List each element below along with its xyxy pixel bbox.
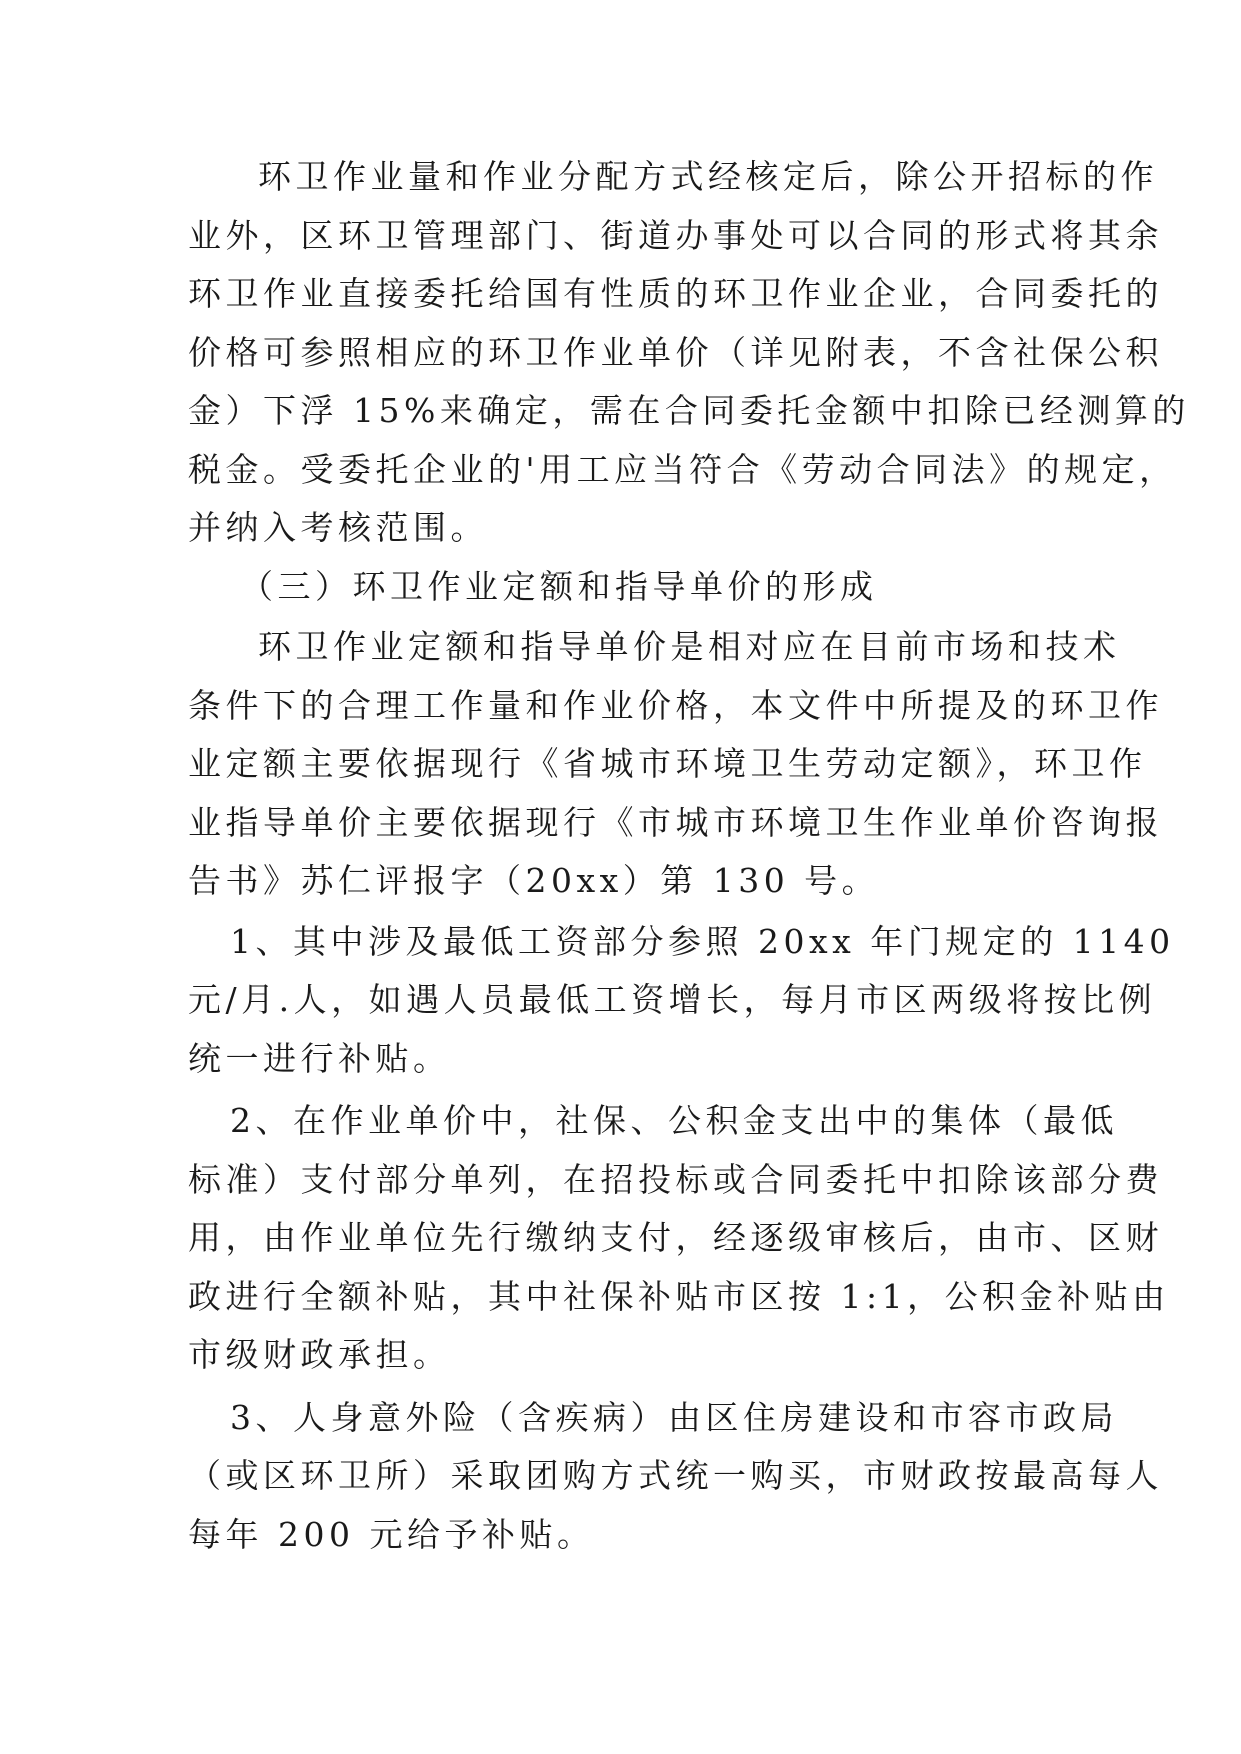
heading-text: （三）环卫作业定额和指导单价的形成 xyxy=(240,566,878,606)
text-line: （或区环卫所）采取团购方式统一购买，市财政按最高每人 xyxy=(188,1456,1163,1495)
text-line: 业外，区环卫管理部门、街道办事处可以合同的形式将其余 xyxy=(188,215,1163,255)
text-line: 标准）支付部分单列，在招投标或合同委托中扣除该部分费 xyxy=(188,1159,1163,1199)
text-line: 环卫作业量和作业分配方式经核定后，除公开招标的作 xyxy=(258,157,1158,196)
text-line: 业指导单价主要依据现行《市城市环境卫生作业单价咨询报 xyxy=(188,802,1163,842)
text-line: 2、在作业单价中，社保、公积金支出中的集体（最低 xyxy=(230,1101,1118,1140)
text-line: 用，由作业单位先行缴纳支付，经逐级审核后，由市、区财 xyxy=(188,1218,1163,1257)
text-line: 环卫作业定额和指导单价是相对应在目前市场和技术 xyxy=(258,627,1121,666)
text-line: 环卫作业直接委托给国有性质的环卫作业企业，合同委托的 xyxy=(188,274,1163,313)
paragraph-quota-basis xyxy=(188,618,1163,911)
text-line: 业定额主要依据现行《省城市环境卫生劳动定额》，环卫作 xyxy=(188,744,1147,783)
text-line: 价格可参照相应的环卫作业单价（详见附表，不含社保公积 xyxy=(188,332,1163,372)
text-line: 统一进行补贴。 xyxy=(188,1038,451,1078)
paragraph-item-2 xyxy=(188,1092,1170,1385)
text-line: 金）下浮 15%来确定，需在合同委托金额中扣除已经测算的 xyxy=(188,391,1190,430)
text-line: 市级财政承担。 xyxy=(188,1335,451,1374)
text-line: 并纳入考核范围。 xyxy=(188,508,488,547)
text-line: 税金。受委托企业的'用工应当符合《劳动合同法》的规定， xyxy=(188,449,1177,489)
text-line: 元/月.人，如遇人员最低工资增长，每月市区两级将按比例 xyxy=(188,980,1157,1019)
paragraph-item-3 xyxy=(188,1389,1163,1565)
text-line: 条件下的合理工作量和作业价格，本文件中所提及的环卫作 xyxy=(188,685,1163,725)
body-text xyxy=(188,148,1190,1564)
text-line: 1、其中涉及最低工资部分参照 20xx 年门规定的 1140 xyxy=(230,921,1175,961)
paragraph-item-1 xyxy=(188,913,1175,1089)
section-heading xyxy=(188,558,1054,617)
text-line: 告书》苏仁评报字（20xx）第 130 号。 xyxy=(188,861,880,900)
text-line: 3、人身意外险（含疾病）由区住房建设和市容市政局 xyxy=(230,1397,1118,1437)
paragraph-assignment xyxy=(188,148,1190,558)
text-line: 每年 200 元给予补贴。 xyxy=(188,1514,595,1554)
text-line: 政进行全额补贴，其中社保补贴市区按 1:1，公积金补贴由 xyxy=(188,1276,1170,1316)
